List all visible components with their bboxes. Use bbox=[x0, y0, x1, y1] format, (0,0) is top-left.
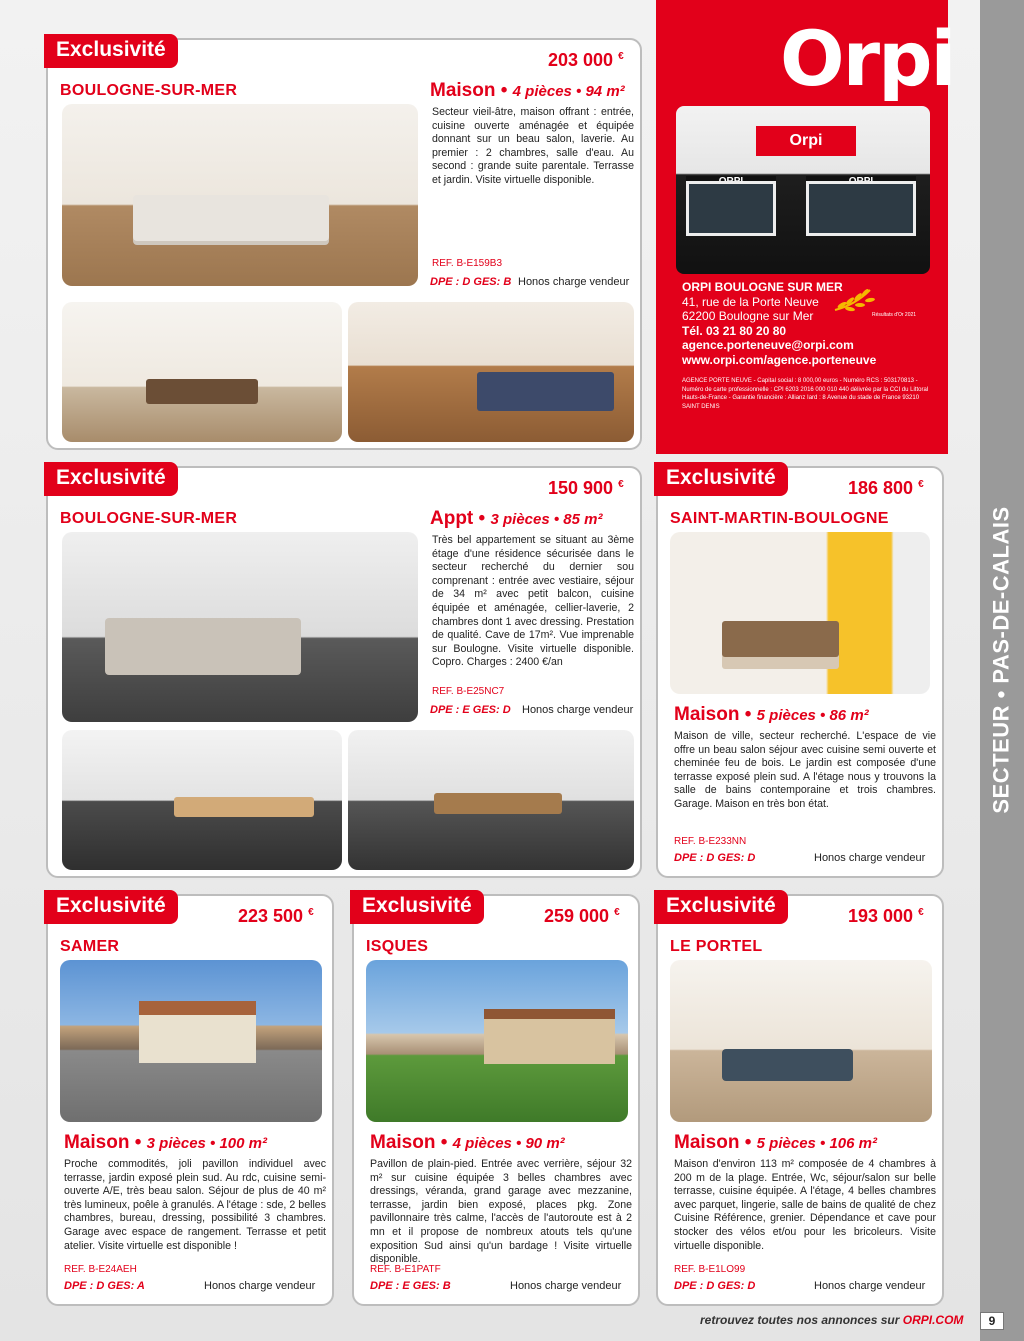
exclusivity-tag: Exclusivité bbox=[654, 890, 788, 924]
property-type: Maison • 4 pièces • 90 m² bbox=[370, 1132, 565, 1153]
listing-city: SAINT-MARTIN-BOULOGNE bbox=[670, 510, 889, 527]
listing-card-1[interactable] bbox=[46, 38, 642, 450]
property-type: Maison • 5 pièces • 106 m² bbox=[674, 1132, 877, 1153]
listing-description: Secteur vieil-âtre, maison offrant : entrée, cuisine ouverte aménagée et équipée donnant sur un beau salon, laverie. Au premier : 2 chambres, salle d'eau. Au second : grande suite parentale. Terrasse et jardin. Visite virtuelle disponible. bbox=[432, 106, 634, 186]
listing-photo[interactable] bbox=[348, 302, 634, 442]
listing-card-5[interactable] bbox=[352, 894, 640, 1306]
orpi-logo: Orpi bbox=[780, 14, 955, 103]
listing-city: ISQUES bbox=[366, 938, 429, 955]
listing-city: LE PORTEL bbox=[670, 938, 763, 955]
exclusivity-tag: Exclusivité bbox=[654, 462, 788, 496]
listing-price: 186 800 € bbox=[848, 478, 924, 498]
property-type: Maison • 5 pièces • 86 m² bbox=[674, 704, 869, 725]
listing-honos: Honos charge vendeur bbox=[518, 276, 630, 288]
agency-email[interactable]: agence.porteneuve@orpi.com bbox=[682, 338, 854, 352]
listing-honos: Honos charge vendeur bbox=[510, 1280, 622, 1292]
listing-dpe: DPE : D GES: D bbox=[674, 852, 756, 864]
listing-photo[interactable] bbox=[62, 730, 342, 870]
listing-price: 223 500 € bbox=[238, 906, 314, 926]
listing-ref: REF. B-E24AEH bbox=[64, 1264, 137, 1275]
listing-dpe: DPE : D GES: A bbox=[64, 1280, 145, 1292]
listing-photo-main[interactable] bbox=[62, 104, 418, 286]
listing-city: SAMER bbox=[60, 938, 120, 955]
agency-legal: AGENCE PORTE NEUVE - Capital social : 8 000,00 euros - Numéro RCS : 503170813 - Numéro de carte professionnelle : CPI 6203 2016 000 010 440 délivrée par la CCI du Littoral Hauts-de-France - Garantie financière : Allianz Iard : 8 Avenue du stade de France 93210 SAINT DENIS bbox=[682, 378, 929, 410]
agency-phone[interactable]: Tél. 03 21 80 20 80 bbox=[682, 323, 787, 338]
listing-card-4[interactable] bbox=[46, 894, 334, 1306]
listing-city: BOULOGNE-SUR-MER bbox=[60, 510, 238, 527]
listing-ref: REF. B-E1PATF bbox=[370, 1264, 441, 1275]
laurel-award-icon bbox=[830, 285, 900, 315]
listing-photo-main[interactable] bbox=[366, 960, 628, 1122]
listing-ref: REF. B-E159B3 bbox=[432, 258, 503, 269]
property-type: Maison • 4 pièces • 94 m² bbox=[430, 80, 625, 101]
listing-photo-main[interactable] bbox=[670, 960, 932, 1122]
listing-description: Pavillon de plain-pied. Entrée avec verrière, séjour 32 m² sur cuisine équipée 3 belles chambres avec dressings, véranda, grand garage avec mezzanine, terrasse, jardin bien exposé, places pkg. Zone pavillonnaire très calme, l'accès de l'autoroute est à 2 mn et il propose de nombreux atouts tels qu'une exposition Sud ainsi qu'un bardage ! Visite virtuelle disponible. bbox=[370, 1158, 632, 1266]
property-type: Appt • 3 pièces • 85 m² bbox=[430, 508, 603, 529]
listing-photo[interactable] bbox=[62, 302, 342, 442]
storefront-sign: Orpi bbox=[756, 126, 856, 156]
listing-description: Maison de ville, secteur recherché. L'espace de vie offre un beau salon séjour avec cuisine semi ouverte et cheminée feu de bois. Le jardin est composée d'une terrasse exposé plein sud. A l'étage nous y trouvons la salle de bains contemporaine et trois chambres. Garage. Maison en très bon état. bbox=[674, 730, 936, 810]
listing-honos: Honos charge vendeur bbox=[814, 852, 926, 864]
side-label: SECTEUR • PAS-DE-CALAIS bbox=[989, 506, 1015, 814]
footer-site-link[interactable]: ORPI.COM bbox=[902, 1313, 964, 1327]
property-type: Maison • 3 pièces • 100 m² bbox=[64, 1132, 267, 1153]
listing-card-3[interactable] bbox=[656, 466, 944, 878]
storefront-window-right bbox=[806, 181, 916, 236]
listing-description: Très bel appartement se situant au 3ème étage d'une résidence sécurisée dans le secteur recherché du dernier sou comprenant : entrée avec vestiaire, séjour de 34 m² avec petit balcon, cuisine équipée et aménagée, cellier-laverie, 2 chambres dont 1 avec dressing. Prestation de qualité. Cave de 17m². Vue imprenable sur Boulogne. Visite virtuelle disponible. Copro. Charges : 2400 €/an bbox=[432, 534, 634, 669]
listing-city: BOULOGNE-SUR-MER bbox=[60, 82, 238, 99]
award-caption: Résultats d'Or 2021 bbox=[872, 312, 917, 318]
exclusivity-tag: Exclusivité bbox=[44, 462, 178, 496]
exclusivity-tag: Exclusivité bbox=[44, 890, 178, 924]
listing-ref: REF. B-E233NN bbox=[674, 836, 747, 847]
footer-text: retrouvez toutes nos annonces sur ORPI.COM bbox=[700, 1313, 964, 1327]
exclusivity-tag: Exclusivité bbox=[350, 890, 484, 924]
page-number: 9 bbox=[980, 1312, 1004, 1330]
agency-address-line1: 41, rue de la Porte Neuve bbox=[682, 294, 819, 309]
agency-name: ORPI BOULOGNE SUR MER bbox=[682, 280, 843, 294]
listing-photo-main[interactable] bbox=[60, 960, 322, 1122]
listing-description: Proche commodités, joli pavillon individuel avec terrasse, jardin exposé plein sud. Au rdc, cuisine semi-ouverte A/E, très beau salon. Séjour de plus de 40 m² très lumineux, poêle à granulés. A l'étage : sde, 2 belles chambres, bureau, dressing, possibilité 3 chambres. Garage avec espace de rangement. Terrasse et petit atelier. Visite virtuelle est disponible ! bbox=[64, 1158, 326, 1252]
listing-photo[interactable] bbox=[348, 730, 634, 870]
listing-dpe: DPE : D GES: D bbox=[674, 1280, 756, 1292]
listing-ref: REF. B-E25NC7 bbox=[432, 686, 505, 697]
listing-honos: Honos charge vendeur bbox=[522, 704, 634, 716]
listing-honos: Honos charge vendeur bbox=[814, 1280, 926, 1292]
storefront-window-left bbox=[686, 181, 776, 236]
listing-description: Maison d'environ 113 m² composée de 4 chambres à 200 m de la plage. Entrée, Wc, séjour/salon sur belle terrasse, cuisine équipée. A l'étage, 4 belles chambres avec parquet, lingerie, salle de bains de qualité de chez Cuisine Référence, grenier. Dépendance et cave pour stocker des vélos et/ou pour les bricoleurs. Visite virtuelle disponible. bbox=[674, 1158, 936, 1252]
listing-dpe: DPE : E GES: D bbox=[430, 704, 511, 716]
listing-price: 259 000 € bbox=[544, 906, 620, 926]
listing-price: 203 000 € bbox=[548, 50, 624, 70]
listing-price: 150 900 € bbox=[548, 478, 624, 498]
agency-address-line2: 62200 Boulogne sur Mer bbox=[682, 309, 814, 323]
agency-storefront-photo bbox=[676, 106, 930, 274]
listing-dpe: DPE : E GES: B bbox=[370, 1280, 451, 1292]
exclusivity-tag: Exclusivité bbox=[44, 34, 178, 68]
listing-card-6[interactable] bbox=[656, 894, 944, 1306]
listing-dpe: DPE : D GES: B bbox=[430, 276, 512, 288]
listing-photo-main[interactable] bbox=[670, 532, 930, 694]
listing-honos: Honos charge vendeur bbox=[204, 1280, 316, 1292]
listing-ref: REF. B-E1LO99 bbox=[674, 1264, 746, 1275]
listing-card-2[interactable] bbox=[46, 466, 642, 878]
listing-price: 193 000 € bbox=[848, 906, 924, 926]
listing-photo-main[interactable] bbox=[62, 532, 418, 722]
agency-website[interactable]: www.orpi.com/agence.porteneuve bbox=[682, 352, 877, 367]
